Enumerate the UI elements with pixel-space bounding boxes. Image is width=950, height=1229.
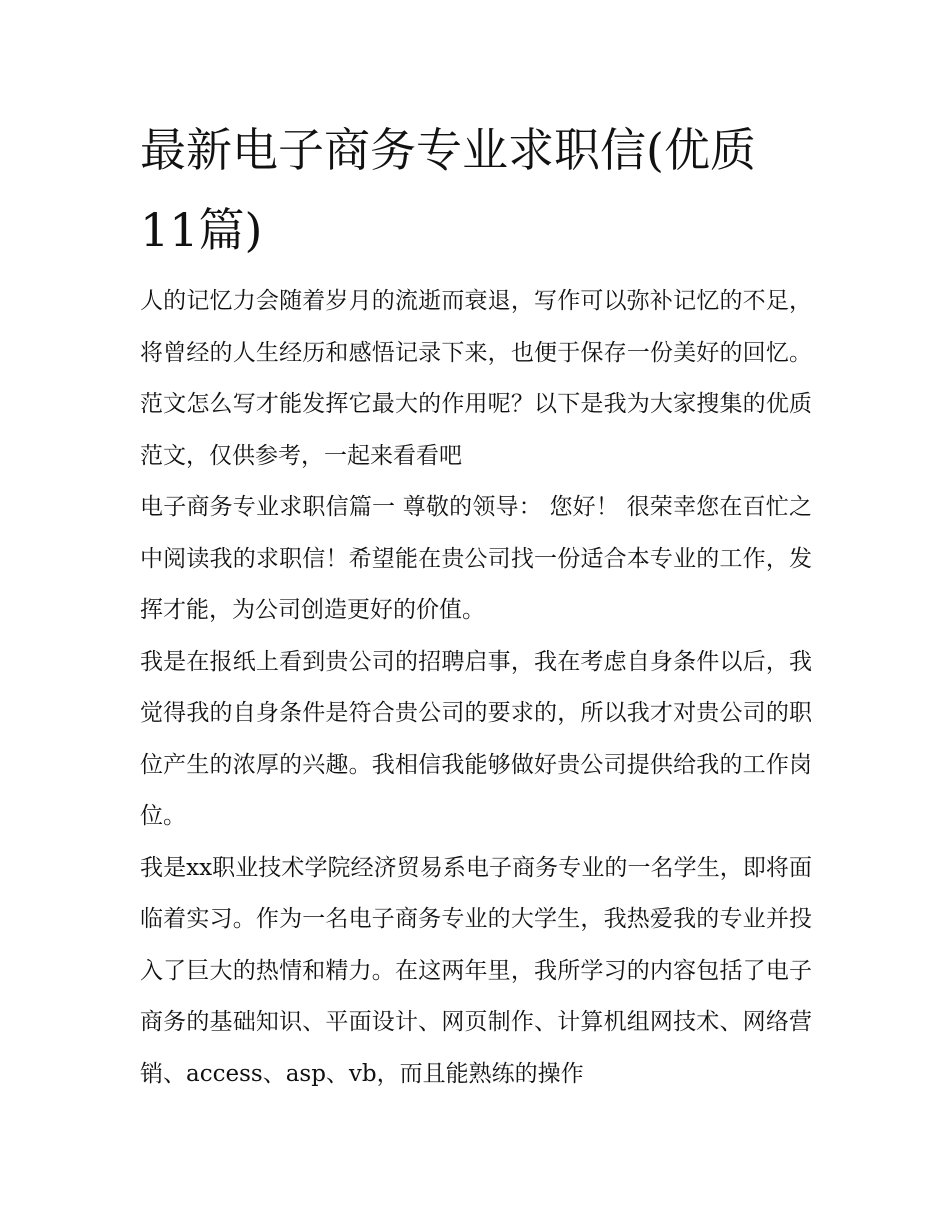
- paragraph-education: 我是xx职业技术学院经济贸易系电子商务专业的一名学生，即将面临着实习。作为一名电子商务专业的大学生，我热爱我的专业并投入了巨大的热情和精力。在这两年里，我所学习的内容包括了电子商务的基础知识、平面设计、网页制作、计算机组网技术、网络营销、access、asp、vb，而且能熟练的操作: [140, 854, 812, 1087]
- paragraph-intro: 人的记忆力会随着岁月的流逝而衰退，写作可以弥补记忆的不足，将曾经的人生经历和感悟记录下来，也便于保存一份美好的回忆。范文怎么写才能发挥它最大的作用呢？以下是我为大家搜集的优质范文，仅供参考，一起来看看吧: [140, 288, 812, 469]
- document-title: 最新电子商务专业求职信(优质11篇): [140, 123, 756, 257]
- paragraph-job-ad: 我是在报纸上看到贵公司的招聘启事，我在考虑自身条件以后，我觉得我的自身条件是符合贵公司的要求的，所以我才对贵公司的职位产生的浓厚的兴趣。我相信我能够做好贵公司提供给我的工作岗位。: [140, 648, 812, 829]
- paragraph-greeting: 电子商务专业求职信篇一 尊敬的领导： 您好！ 很荣幸您在百忙之中阅读我的求职信！希望能在贵公司找一份适合本专业的工作，发挥才能，为公司创造更好的价值。: [140, 494, 812, 623]
- document-page: [140, 110, 812, 1100]
